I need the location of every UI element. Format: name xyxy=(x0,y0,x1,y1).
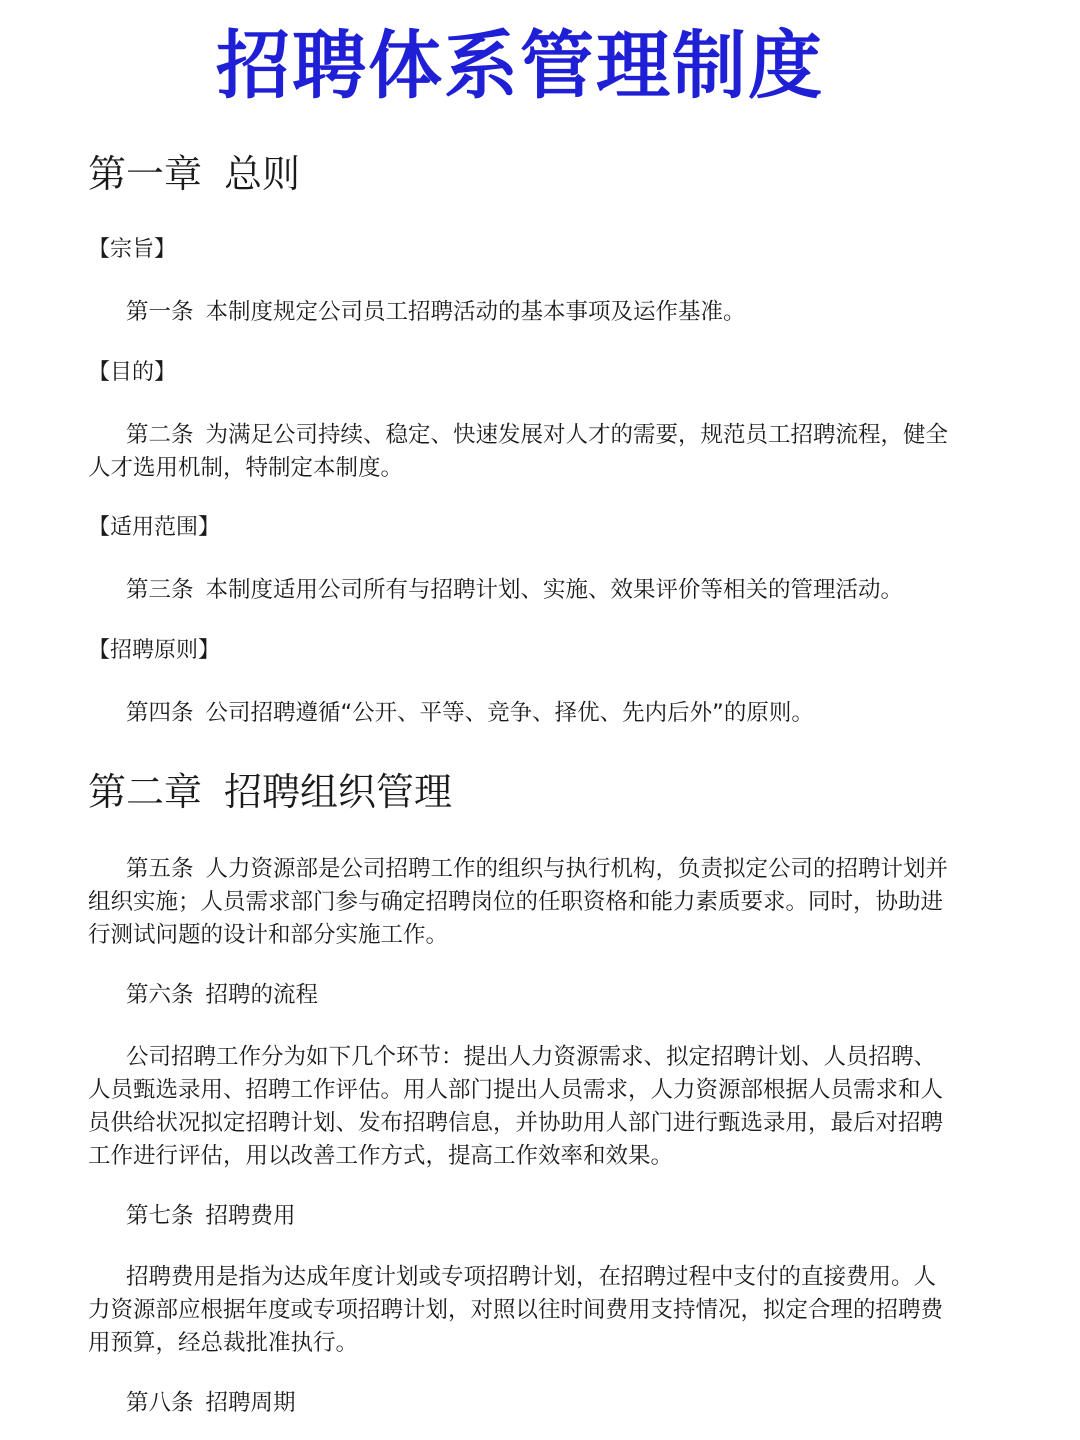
article-6-number: 第六条 xyxy=(126,982,194,1008)
article-3 xyxy=(88,574,954,607)
article-1 xyxy=(88,296,954,329)
section-heading-principle: 【招聘原则】 xyxy=(88,638,221,663)
chapter-2-number: 第二章 xyxy=(88,770,203,814)
chapter-1-heading xyxy=(88,148,300,200)
article-5 xyxy=(88,853,954,952)
article-7-title xyxy=(88,1200,954,1233)
article-3-text: 本制度适用公司所有与招聘计划、实施、效果评价等相关的管理活动。 xyxy=(205,577,904,603)
article-8-heading: 招聘周期 xyxy=(205,1390,296,1416)
chapter-2-heading xyxy=(88,766,452,818)
article-7-heading: 招聘费用 xyxy=(205,1203,296,1229)
article-6-heading: 招聘的流程 xyxy=(205,982,319,1008)
article-4 xyxy=(88,697,954,730)
article-2-number: 第二条 xyxy=(126,422,194,448)
article-4-number: 第四条 xyxy=(126,700,194,726)
chapter-1-number: 第一章 xyxy=(88,152,203,196)
chapter-2-name: 招聘组织管理 xyxy=(224,770,453,814)
article-7-number: 第七条 xyxy=(126,1203,194,1229)
section-heading-scope: 【适用范围】 xyxy=(88,515,221,540)
article-4-text: 公司招聘遵循“公开、平等、竞争、择优、先内后外”的原则。 xyxy=(205,700,814,726)
document-title: 招聘体系管理制度 xyxy=(216,23,824,109)
article-6-title xyxy=(88,979,954,1012)
article-1-number: 第一条 xyxy=(126,299,194,325)
article-6-body: 公司招聘工作分为如下几个环节：提出人力资源需求、拟定招聘计划、人员招聘、人员甄选录用、招聘工作评估。用人部门提出人员需求，人力资源部根据人员需求和人员供给状况拟定招聘计划、发布招聘信息，并协助用人部门进行甄选录用，最后对招聘工作进行评估，用以改善工作方式，提高工作效率和效果。 xyxy=(88,1044,944,1169)
article-3-number: 第三条 xyxy=(126,577,194,603)
chapter-1-name: 总则 xyxy=(224,152,301,196)
article-2 xyxy=(88,419,954,485)
article-5-number: 第五条 xyxy=(126,856,194,882)
article-1-text: 本制度规定公司员工招聘活动的基本事项及运作基准。 xyxy=(205,299,746,325)
section-heading-goal: 【目的】 xyxy=(88,360,177,385)
article-7-body: 招聘费用是指为达成年度计划或专项招聘计划，在招聘过程中支付的直接费用。人力资源部应根据年度或专项招聘计划，对照以往时间费用支持情况，拟定合理的招聘费用预算，经总裁批准执行。 xyxy=(88,1264,944,1356)
article-8-number: 第八条 xyxy=(126,1390,194,1416)
article-5-text: 人力资源部是公司招聘工作的组织与执行机构，负责拟定公司的招聘计划并组织实施；人员需求部门参与确定招聘岗位的任职资格和能力素质要求。同时，协助进行测试问题的设计和部分实施工作。 xyxy=(88,856,949,948)
section-heading-purpose: 【宗旨】 xyxy=(88,237,177,262)
article-2-text: 为满足公司持续、稳定、快速发展对人才的需要，规范员工招聘流程，健全人才选用机制，特制定本制度。 xyxy=(88,422,949,481)
article-8-title xyxy=(88,1387,954,1420)
